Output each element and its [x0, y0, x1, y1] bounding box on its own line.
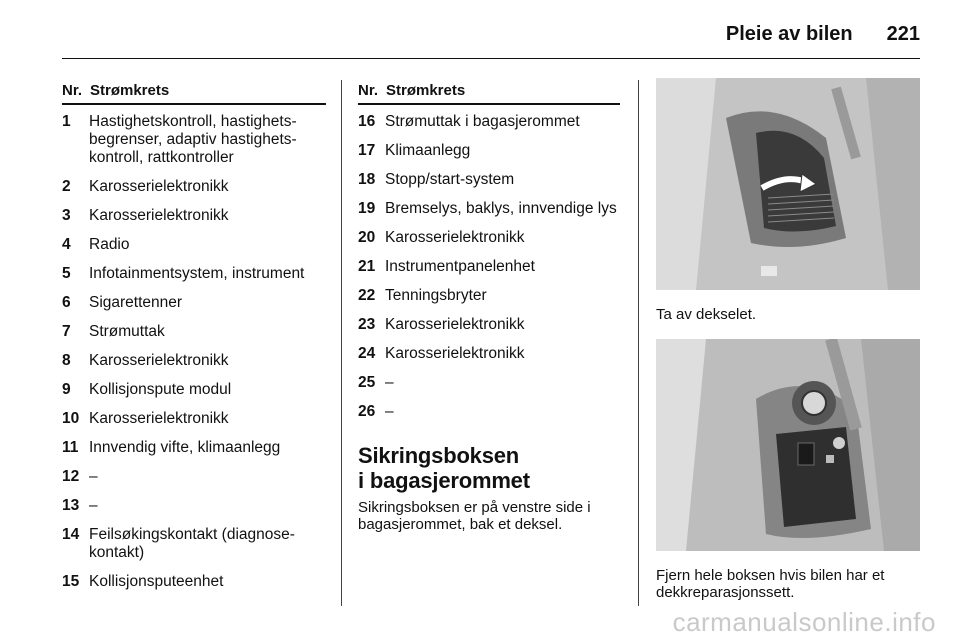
fuse-circuit: Kollisjonspute modul: [89, 381, 232, 398]
table-header: [62, 78, 326, 105]
fuse-circuit: Karosserielektronikk: [385, 229, 525, 246]
fuse-circuit: Tenningsbryter: [385, 287, 487, 304]
fuse-circuit: Instrumentpanelenhet: [385, 258, 535, 275]
fuse-row: [62, 236, 326, 254]
section-title-header: Pleie av bilen: [725, 22, 853, 45]
fuse-table-right: [358, 78, 620, 533]
fuse-row: [358, 287, 620, 305]
fuse-row: [358, 258, 620, 276]
fuse-number: 16: [358, 113, 376, 130]
fuse-row: [62, 323, 326, 341]
table-header: [358, 78, 620, 105]
fuse-row: [62, 207, 326, 225]
fuse-number: 9: [62, 381, 71, 398]
section-heading-line1: Sikringsboksen: [358, 443, 520, 468]
fuse-row: [62, 573, 326, 591]
fuse-number: 19: [358, 200, 376, 217]
fuse-circuit: –: [385, 374, 394, 391]
fuse-circuit: Karosserielektronikk: [89, 178, 229, 195]
fuse-row: [62, 381, 326, 399]
fuse-row: [358, 403, 620, 421]
fuse-circuit: Bremselys, baklys, innvendige lys: [385, 200, 617, 217]
fuse-row: [62, 113, 326, 167]
fuse-circuit: Infotainmentsystem, instrument: [89, 265, 305, 282]
fuse-row: [62, 294, 326, 312]
fuse-number: 20: [358, 229, 376, 246]
fuse-number: 15: [62, 573, 80, 590]
fuse-row: [358, 142, 620, 160]
fuse-circuit: Karosserielektronikk: [385, 316, 525, 333]
photo-fuse-cover: [656, 78, 920, 290]
fuse-number: 23: [358, 316, 376, 333]
fuse-circuit: Kollisjonsputeenhet: [89, 573, 224, 590]
fuse-circuit: –: [89, 468, 98, 485]
fuse-circuit: Karosserielektronikk: [89, 207, 229, 224]
fuse-circuit: Karosserielektronikk: [385, 345, 525, 362]
photo-fuse-box: [656, 339, 920, 551]
fuse-circuit: Karosserielektronikk: [89, 352, 229, 369]
fuse-circuit: Innvendig vifte, klimaanlegg: [89, 439, 281, 456]
fuse-number: 25: [358, 374, 376, 391]
fuse-number: 4: [62, 236, 71, 253]
fuse-row: [358, 113, 620, 131]
fuse-circuit: Radio: [89, 236, 130, 253]
fuse-circuit: –: [89, 497, 98, 514]
fuse-row: [358, 374, 620, 392]
fuse-number: 18: [358, 171, 376, 188]
fuse-row: [62, 468, 326, 486]
fuse-circuit: Strømuttak: [89, 323, 165, 340]
fuse-number: 5: [62, 265, 71, 282]
page-number: 221: [886, 22, 920, 45]
fuse-number: 6: [62, 294, 71, 311]
fuse-circuit: Sigarettenner: [89, 294, 183, 311]
fuse-number: 14: [62, 526, 80, 543]
column-divider-1: [341, 80, 342, 606]
fuse-row: [358, 171, 620, 189]
watermark: carmanualsonline.info: [672, 607, 936, 637]
fuse-number: 1: [62, 113, 71, 130]
fuse-number: 12: [62, 468, 80, 485]
caption-remove-box: Fjern hele boksen hvis bilen har et dekkreparasjonssett.: [656, 567, 885, 601]
fuse-number: 7: [62, 323, 71, 340]
fuse-number: 17: [358, 142, 376, 159]
header-nr: Nr.: [358, 82, 379, 99]
fuse-row: [62, 410, 326, 428]
fuse-number: 8: [62, 352, 71, 369]
fuse-row: [62, 526, 326, 562]
fuse-row: [62, 497, 326, 515]
fuse-row: [358, 345, 620, 363]
fuse-number: 11: [62, 439, 79, 456]
fuse-number: 3: [62, 207, 71, 224]
fuse-table-left: [62, 78, 326, 602]
fuse-circuit: Klimaanlegg: [385, 142, 471, 159]
fuse-circuit: Hastighetskontroll, hastighets-begrenser, adaptiv hastighets-kontroll, rattkontroller: [89, 113, 297, 166]
fuse-number: 13: [62, 497, 80, 514]
header-circuit: Strømkrets: [386, 82, 466, 99]
column-divider-2: [638, 80, 639, 606]
fuse-row: [62, 352, 326, 370]
fuse-circuit: –: [385, 403, 394, 420]
header-circuit: Strømkrets: [90, 82, 170, 99]
header-divider: [62, 58, 920, 59]
section-heading: [358, 443, 620, 493]
fuse-circuit: Karosserielektronikk: [89, 410, 229, 427]
fuse-number: 21: [358, 258, 376, 275]
fuse-circuit: Feilsøkingskontakt (diagnose-kontakt): [89, 526, 295, 561]
section-body: Sikringsboksen er på venstre side i bagasjerommet, bak et deksel.: [358, 499, 591, 533]
fuse-row: [358, 200, 620, 218]
fuse-row: [62, 265, 326, 283]
fuse-circuit: Strømuttak i bagasjerommet: [385, 113, 580, 130]
header-nr: Nr.: [62, 82, 83, 99]
fuse-number: 24: [358, 345, 376, 362]
page-header: [726, 14, 920, 54]
fuse-row: [358, 229, 620, 247]
section-heading-line2: i bagasjerommet: [358, 468, 530, 493]
image-column: [656, 78, 920, 617]
fuse-number: 26: [358, 403, 376, 420]
fuse-row: [62, 439, 326, 457]
fuse-row: [358, 316, 620, 334]
fuse-circuit: Stopp/start-system: [385, 171, 515, 188]
fuse-number: 2: [62, 178, 71, 195]
fuse-number: 22: [358, 287, 376, 304]
fuse-number: 10: [62, 410, 80, 427]
fuse-row: [62, 178, 326, 196]
caption-remove-cover: Ta av dekselet.: [656, 306, 757, 323]
